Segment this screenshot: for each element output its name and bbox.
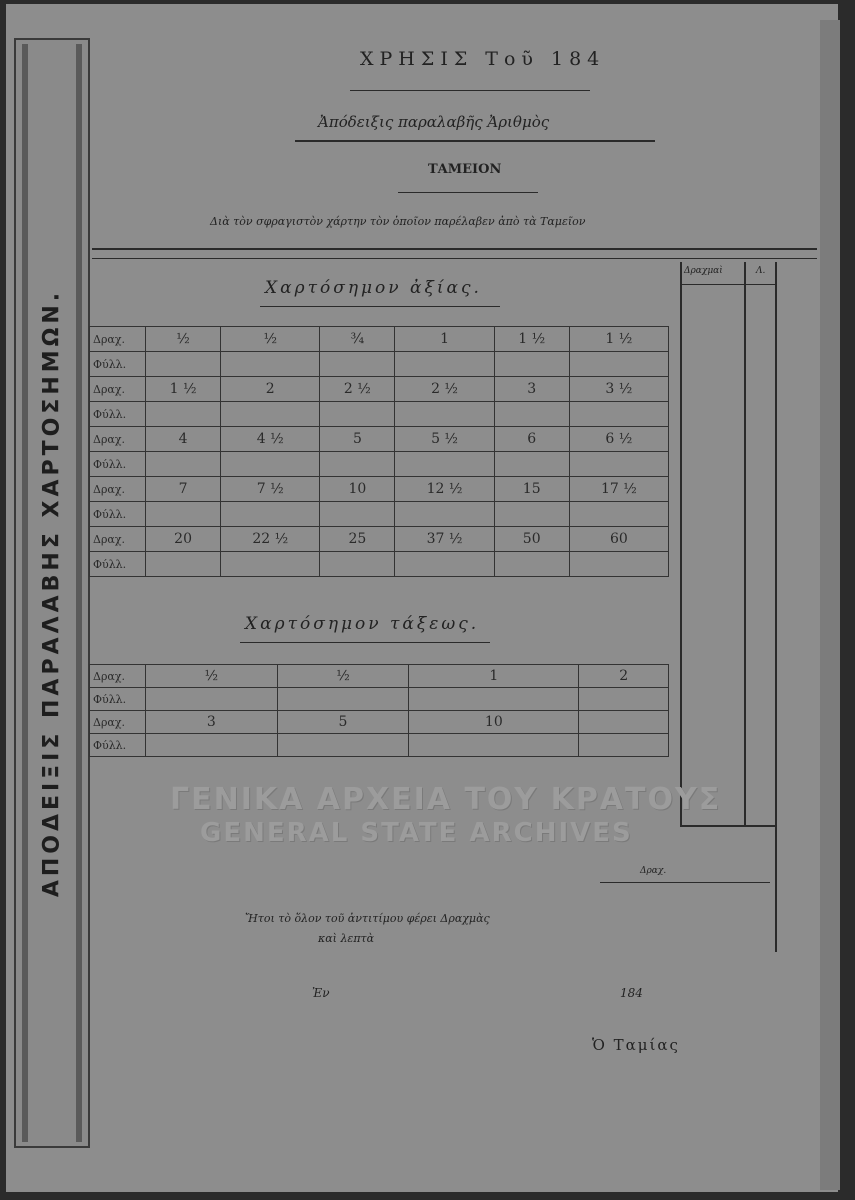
denomination-cell: 4 ½: [221, 427, 320, 452]
denomination-cell: 2: [579, 665, 669, 688]
denomination-cell: 60: [569, 527, 668, 552]
drach-label: Δραχ.: [90, 377, 146, 402]
sheets-count-cell: [320, 352, 395, 377]
sheets-count-cell: [146, 552, 221, 577]
sheets-count-cell: [494, 402, 569, 427]
denomination-cell: 3: [494, 377, 569, 402]
sheets-row: [90, 402, 669, 427]
sheets-count-cell: [146, 452, 221, 477]
drach-row: [90, 327, 669, 352]
drach-label: Δραχ.: [90, 477, 146, 502]
sheets-count-cell: [409, 688, 579, 711]
sheets-label: Φύλλ.: [90, 402, 146, 427]
denomination-cell: ½: [277, 665, 409, 688]
amount-col-mid: [744, 262, 746, 827]
footer-year: 184: [620, 986, 643, 1000]
sheets-count-cell: [395, 502, 494, 527]
sheets-count-cell: [569, 452, 668, 477]
sheet-edge: [820, 20, 840, 1190]
denomination-cell: ½: [221, 327, 320, 352]
intro-text: Διὰ τὸν σφραγιστὸν χάρτην τὸν ὁποῖον παρέλαβεν ἀπὸ τὰ Ταμεῖον: [210, 215, 586, 228]
amount-col-drachmai: Δραχμαὶ: [684, 266, 723, 276]
rank-section-title: Χαρτόσημον τάξεως.: [245, 614, 480, 634]
rank-title-rule: [240, 642, 490, 643]
sheets-count-cell: [146, 734, 278, 757]
spine-band-left: [22, 44, 28, 1142]
sheets-count-cell: [569, 402, 668, 427]
sheets-label: Φύλλ.: [90, 734, 146, 757]
drach-row: [90, 477, 669, 502]
total-statement: Ἤτοι τὸ ὅλον τοῦ ἀντιτίμου φέρει Δραχμὰς: [245, 912, 490, 925]
denomination-cell: 1 ½: [494, 327, 569, 352]
sheets-label: Φύλλ.: [90, 688, 146, 711]
denomination-cell: 1: [395, 327, 494, 352]
denomination-cell: 10: [409, 711, 579, 734]
denomination-cell: 6: [494, 427, 569, 452]
drach-label: Δραχ.: [90, 527, 146, 552]
denomination-cell: [579, 711, 669, 734]
sheets-count-cell: [579, 734, 669, 757]
sheets-count-cell: [494, 502, 569, 527]
drach-label: Δραχ.: [90, 711, 146, 734]
sheets-count-cell: [146, 402, 221, 427]
amount-header-rule: [680, 284, 777, 285]
amount-col-left: [680, 262, 682, 827]
denomination-cell: 5: [277, 711, 409, 734]
amount-col-lepta: Λ.: [756, 266, 766, 276]
subtitle-rule: [295, 140, 655, 142]
denomination-cell: 5: [320, 427, 395, 452]
denomination-cell: ½: [146, 665, 278, 688]
drach-row: [90, 665, 669, 688]
title-rule: [350, 90, 590, 91]
value-title-rule: [260, 306, 500, 307]
drach-row: [90, 377, 669, 402]
amount-col-right: [775, 262, 777, 952]
sheets-count-cell: [221, 452, 320, 477]
denomination-cell: 15: [494, 477, 569, 502]
main-rule-second: [92, 258, 817, 259]
sheets-label: Φύλλ.: [90, 452, 146, 477]
drach-label: Δραχ.: [90, 427, 146, 452]
sheets-count-cell: [221, 502, 320, 527]
sheets-count-cell: [277, 734, 409, 757]
denomination-cell: 2 ½: [320, 377, 395, 402]
sheets-count-cell: [146, 502, 221, 527]
denomination-cell: 2: [221, 377, 320, 402]
office-rule: [398, 192, 538, 193]
drach-row: [90, 527, 669, 552]
denomination-cell: 22 ½: [221, 527, 320, 552]
footer-drach-label: Δραχ.: [640, 866, 667, 876]
sheets-count-cell: [146, 352, 221, 377]
denomination-cell: 7: [146, 477, 221, 502]
spine-band-right: [76, 44, 82, 1142]
value-stamp-table: [89, 326, 669, 577]
sheets-count-cell: [146, 688, 278, 711]
denomination-cell: 50: [494, 527, 569, 552]
sheets-row: [90, 452, 669, 477]
office-name: ΤΑΜΕΙΟΝ: [428, 162, 502, 177]
denomination-cell: 5 ½: [395, 427, 494, 452]
denomination-cell: ½: [146, 327, 221, 352]
sheets-row: [90, 502, 669, 527]
value-section-title: Χαρτόσημον ἀξίας.: [265, 278, 482, 298]
sheets-count-cell: [320, 552, 395, 577]
archive-watermark-greek: ΓΕΝΙΚΑ ΑΡΧΕΙΑ ΤΟΥ ΚΡΑΤΟΥΣ: [170, 782, 722, 817]
spine-title: ΑΠΟΔΕΙΞΙΣ ΠΑΡΑΛΑΒΗΣ ΧΑΡΤΟΣΗΜΩΝ.: [39, 288, 65, 898]
drach-label: Δραχ.: [90, 665, 146, 688]
rank-stamp-table: [89, 664, 669, 757]
sheets-count-cell: [494, 552, 569, 577]
sheets-count-cell: [494, 352, 569, 377]
sheets-row: [90, 734, 669, 757]
sheets-count-cell: [569, 352, 668, 377]
denomination-cell: 1 ½: [569, 327, 668, 352]
amount-bottom-rule: [680, 825, 777, 827]
sheets-count-cell: [409, 734, 579, 757]
denomination-cell: 1: [409, 665, 579, 688]
denomination-cell: 2 ½: [395, 377, 494, 402]
denomination-cell: 10: [320, 477, 395, 502]
denomination-cell: 37 ½: [395, 527, 494, 552]
denomination-cell: 17 ½: [569, 477, 668, 502]
sheets-row: [90, 352, 669, 377]
denomination-cell: 20: [146, 527, 221, 552]
footer-drach-rule: [600, 882, 770, 883]
sheets-count-cell: [320, 452, 395, 477]
drach-row: [90, 427, 669, 452]
sheets-count-cell: [395, 452, 494, 477]
receipt-number-label: Ἀπόδειξις παραλαβῆς Ἀριθμὸς: [318, 113, 550, 131]
denomination-cell: 25: [320, 527, 395, 552]
total-lepta: καὶ λεπτὰ: [318, 932, 375, 945]
sheets-label: Φύλλ.: [90, 352, 146, 377]
sheets-count-cell: [221, 352, 320, 377]
sheets-count-cell: [569, 502, 668, 527]
sheets-count-cell: [579, 688, 669, 711]
sheets-count-cell: [395, 352, 494, 377]
sheets-count-cell: [277, 688, 409, 711]
sheets-label: Φύλλ.: [90, 502, 146, 527]
sheets-label: Φύλλ.: [90, 552, 146, 577]
page-title: ΧΡΗΣΙΣ Τοῦ 184: [360, 48, 606, 70]
sheets-count-cell: [320, 402, 395, 427]
place-label: Ἐν: [312, 986, 330, 1000]
denomination-cell: ¾: [320, 327, 395, 352]
denomination-cell: 12 ½: [395, 477, 494, 502]
cashier-signature-label: Ὁ Ταμίας: [592, 1036, 680, 1054]
spine-strip: [14, 38, 90, 1148]
sheets-count-cell: [221, 402, 320, 427]
sheets-count-cell: [395, 402, 494, 427]
drach-label: Δραχ.: [90, 327, 146, 352]
main-rule-top: [92, 248, 817, 250]
sheets-row: [90, 552, 669, 577]
sheets-count-cell: [320, 502, 395, 527]
denomination-cell: 3: [146, 711, 278, 734]
denomination-cell: 7 ½: [221, 477, 320, 502]
denomination-cell: 3 ½: [569, 377, 668, 402]
sheets-count-cell: [494, 452, 569, 477]
drach-row: [90, 711, 669, 734]
sheets-row: [90, 688, 669, 711]
document-sheet: [6, 4, 838, 1192]
archive-watermark-english: GENERAL STATE ARCHIVES: [200, 818, 633, 848]
denomination-cell: 6 ½: [569, 427, 668, 452]
sheets-count-cell: [395, 552, 494, 577]
sheets-count-cell: [221, 552, 320, 577]
denomination-cell: 4: [146, 427, 221, 452]
sheets-count-cell: [569, 552, 668, 577]
denomination-cell: 1 ½: [146, 377, 221, 402]
